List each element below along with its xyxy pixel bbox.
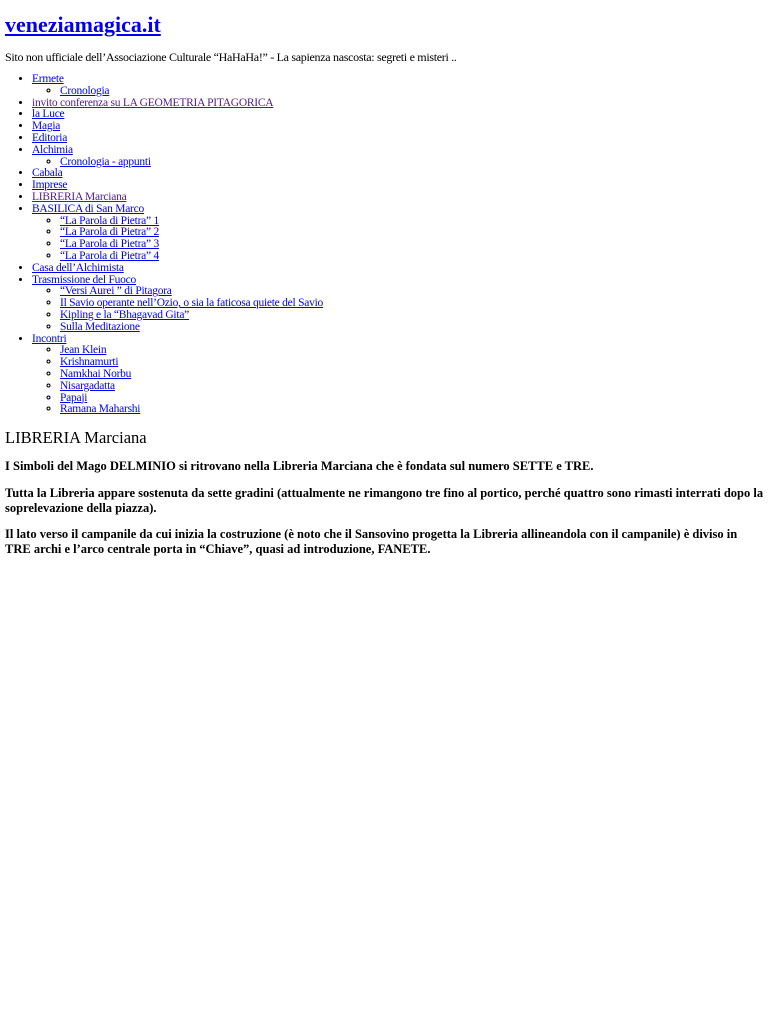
submenu	[32, 157, 323, 169]
menu-link[interactable]: invito conferenza su LA GEOMETRIA PITAGORICA	[32, 96, 274, 109]
submenu-link[interactable]: Krishnamurti	[60, 356, 119, 369]
menu-link[interactable]: la Luce	[32, 108, 65, 121]
submenu-link[interactable]: Il Savio operante nell’Ozio, o sia la faticosa quiete del Savio	[60, 297, 324, 310]
submenu-link[interactable]: Sulla Meditazione	[60, 320, 140, 333]
submenu-link[interactable]: “La Parola di Pietra” 1	[60, 214, 159, 227]
site-description: Sito non ufficiale dell’Associazione Culturale “HaHaHa!” - La sapienza nascosta: segreti e misteri ..	[5, 50, 457, 64]
site-title	[5, 11, 161, 39]
submenu	[32, 286, 323, 333]
submenu-link[interactable]: “Versi Aurei ” di Pitagora	[60, 285, 172, 298]
menu-item	[32, 133, 323, 145]
menu-link[interactable]: Imprese	[32, 179, 68, 192]
main-navigation-menu	[0, 74, 323, 416]
submenu-link[interactable]: “La Parola di Pietra” 2	[60, 226, 159, 239]
menu-item	[32, 275, 323, 334]
submenu-link[interactable]: Ramana Maharshi	[60, 403, 141, 416]
menu-item	[32, 98, 323, 110]
article-paragraph-2: Tutta la Libreria appare sostenuta da sette gradini (attualmente ne rimangono tre fino al portico, perché quattro sono rimasti interrati dopo la soprelevazione della piazza).	[5, 486, 764, 515]
menu-item	[32, 204, 323, 263]
menu-link[interactable]: Trasmissione del Fuoco	[32, 273, 136, 286]
submenu-link[interactable]: Nisargadatta	[60, 379, 115, 392]
menu-item	[32, 121, 323, 133]
submenu-item	[60, 322, 323, 334]
menu-link[interactable]: LIBRERIA Marciana	[32, 190, 127, 203]
page-title: LIBRERIA Marciana	[5, 428, 147, 447]
submenu-item	[60, 381, 323, 393]
menu-link[interactable]: Ermete	[32, 73, 64, 85]
submenu-link[interactable]: Cronologia	[60, 84, 110, 97]
menu-link[interactable]: Editoria	[32, 131, 68, 144]
submenu	[32, 216, 323, 263]
submenu-link[interactable]: Papaji	[60, 391, 88, 404]
menu-link[interactable]: Incontri	[32, 332, 67, 345]
site-title-link[interactable]: veneziamagica.it	[5, 12, 161, 37]
menu-item	[32, 145, 323, 169]
menu-link[interactable]: BASILICA di San Marco	[32, 202, 144, 215]
article-paragraph-1: I Simboli del Mago DELMINIO si ritrovano nella Libreria Marciana che è fondata sul numero SETTE e TRE.	[5, 459, 594, 473]
submenu-item	[60, 404, 323, 416]
menu-item	[32, 334, 323, 417]
menu-item	[32, 168, 323, 180]
submenu-link[interactable]: Namkhai Norbu	[60, 367, 132, 380]
submenu-item	[60, 157, 323, 169]
menu-link[interactable]: Magia	[32, 120, 61, 133]
menu-link[interactable]: Alchimia	[32, 143, 73, 156]
menu-item	[32, 109, 323, 121]
submenu	[32, 345, 323, 416]
submenu-link[interactable]: “La Parola di Pietra” 4	[60, 249, 159, 262]
submenu-link[interactable]: Jean Klein	[60, 344, 107, 357]
submenu-link[interactable]: “La Parola di Pietra” 3	[60, 238, 159, 251]
menu-link[interactable]: Cabala	[32, 167, 63, 180]
menu-link[interactable]: Casa dell’Alchimista	[32, 261, 124, 274]
menu-item	[32, 74, 323, 98]
submenu-link[interactable]: Kipling e la “Bhagavad Gita”	[60, 308, 190, 321]
article-paragraph-3: Il lato verso il campanile da cui inizia la costruzione (è noto che il Sansovino progetta la Libreria allineandola con il campanile) è diviso in TRE archi e l’arco centrale porta in “Chiave”, quasi ad introduzione, FANETE.	[5, 527, 738, 556]
submenu-link[interactable]: Cronologia - appunti	[60, 155, 151, 168]
